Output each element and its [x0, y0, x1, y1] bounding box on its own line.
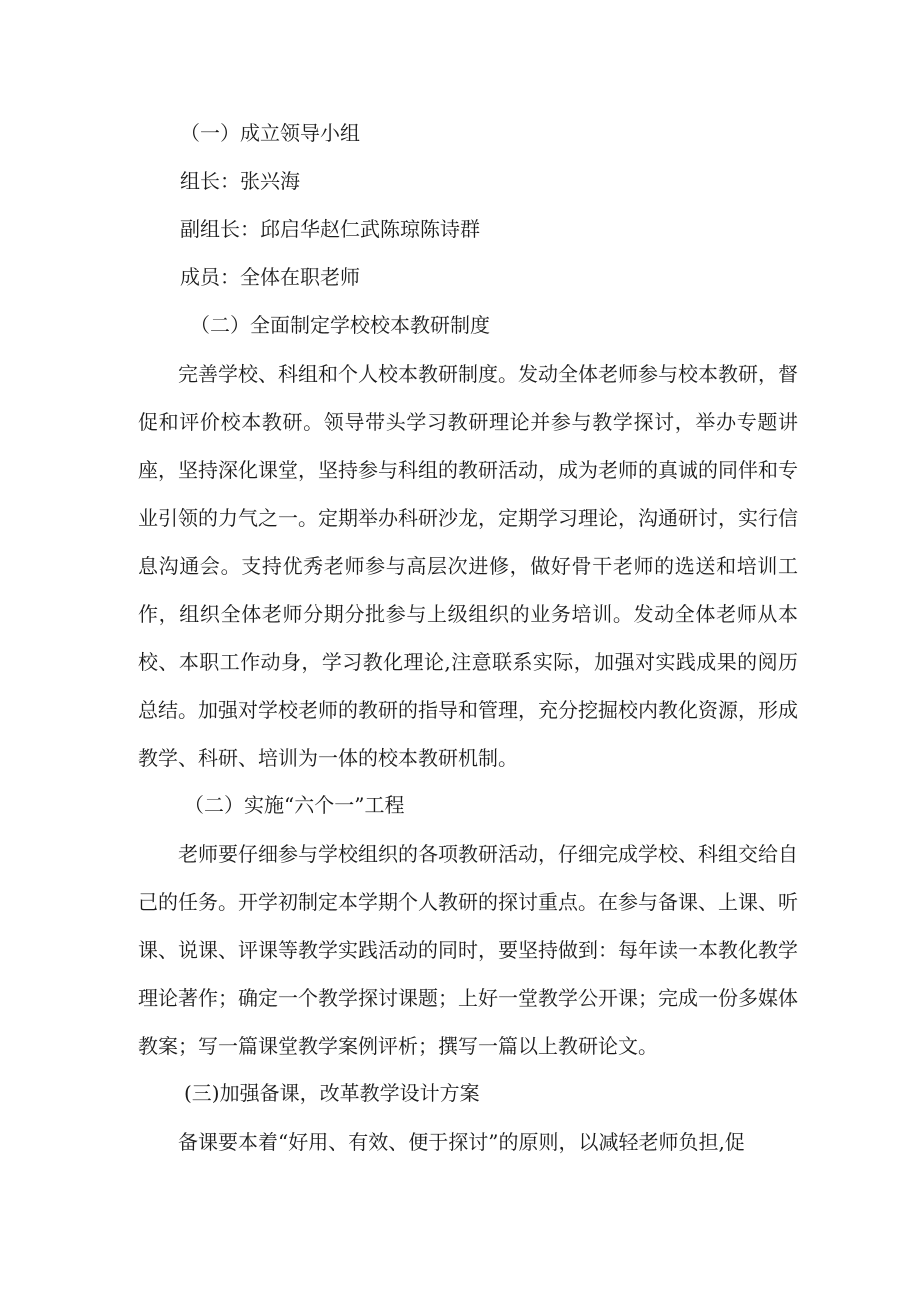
- section-heading-lesson-preparation: (三)加强备课，改革教学设计方案: [184, 1081, 480, 1105]
- paragraph-six-ones: 老师要仔细参与学校组织的各项教研活动，仔细完成学校、科组交给自己的任务。开学初制定本学期个人教研的探讨重点。在参与备课、上课、听课、说课、评课等教学实践活动的同时，要坚持做到：每年读一本教化教学理论著作；确定一个教学探讨课题；上好一堂教学公开课；完成一份多媒体教案；写一篇课堂教学案例评析；撰写一篇以上教研论文。: [138, 842, 798, 1058]
- members-line: 成员：全体在职老师: [180, 265, 360, 289]
- section-heading-leadership-group: （一）成立领导小组: [180, 121, 360, 145]
- paragraph-lesson-preparation: 备课要本着“好用、有效、便于探讨”的原则，以减轻老师负担,促: [178, 1130, 745, 1154]
- section-heading-research-system: （二）全面制定学校校本教研制度: [190, 313, 490, 337]
- group-leader-line: 组长：张兴海: [180, 169, 300, 193]
- paragraph-research-system: 完善学校、科组和个人校本教研制度。发动全体老师参与校本教研，督促和评价校本教研。领导带头学习教研理论并参与教学探讨，举办专题讲座，坚持深化课堂，坚持参与科组的教研活动，成为老师的真诚的同伴和专业引领的力气之一。定期举办科研沙龙，定期学习理论，沟通研讨，实行信息沟通会。支持优秀老师参与高层次进修，做好骨干老师的选送和培训工作，组织全体老师分期分批参与上级组织的业务培训。发动全体老师从本校、本职工作动身，学习教化理论,注意联系实际，加强对实践成果的阅历总结。加强对学校老师的教研的指导和管理，充分挖掘校内教化资源，形成教学、科研、培训为一体的校本教研机制。: [138, 362, 798, 770]
- deputy-leaders-line: 副组长：邱启华赵仁武陈琼陈诗群: [180, 217, 480, 241]
- section-heading-six-ones: （二）实施“六个一”工程: [184, 793, 405, 817]
